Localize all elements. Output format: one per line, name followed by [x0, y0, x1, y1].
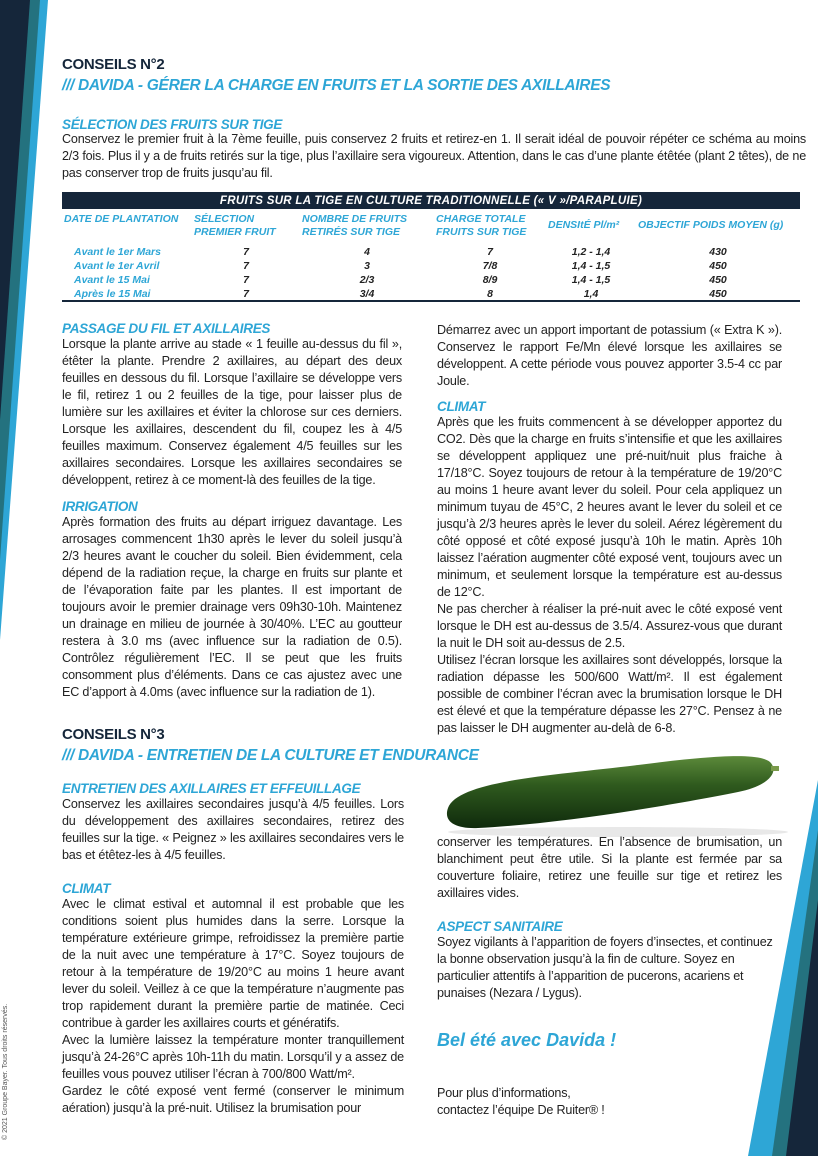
table-row: [62, 273, 800, 287]
climat3-text: Avec la lumière laissez la température monter tranquillement jusqu’à 24-26°C après 10h-11h du matin. Lorsqu’il y a assez de feuilles vous pouvez utiliser l’écran à 700/800 Watt/m².: [62, 1033, 404, 1081]
col-header: DENSItÉ Pl/m²: [548, 219, 620, 231]
cell: 1,4 - 1,5: [571, 260, 611, 272]
climat3-heading: CLIMAT: [62, 881, 111, 896]
section3-title: CONSEILS N°3: [62, 726, 165, 743]
cell: 1,4: [583, 287, 599, 300]
climat3-text: Avec le climat estival et automnal il est probable que les conditions soient plus humides dans la serre. Lorsque la température extérieure grimpe, refroidissez la première partie de la nuit avec une température à 17°C. Soyez toujours de retour à la température de 19/20°C au moins 1 heure avant lever du soleil. Veillez à ce que la température n’augmente pas trop rapidement durant la première partie de matinée. Ceci contribue à garder les axillaires courts et génératifs.: [62, 897, 404, 1030]
fruits-table: [62, 192, 800, 302]
climat3-text: Gardez le côté exposé vent fermé (conserver le minimum aération) jusqu’à la pré-nuit. Utilisez la brumisation pour: [62, 1084, 404, 1115]
cell: 7: [243, 260, 249, 272]
cell: 1,2 - 1,4: [571, 246, 611, 258]
cell: 8/9: [482, 274, 498, 286]
cell: 7/8: [482, 260, 498, 272]
col-header: CHARGE TOTALE FRUITS SUR TIGE: [436, 213, 527, 238]
irrigation-heading: IRRIGATION: [62, 499, 138, 514]
selection-text: Conservez le premier fruit à la 7ème feuille, puis conservez 2 fruits et retirez-en 1. Il serait idéal de pouvoir répéter ce schéma au moins 2/3 fois. Plus il y a de fruits retirés sur la tige, plus l’axillaire sera vigoureux. Attention, dans le cas d’une plante étêtée (plant 2 têtes), de ne pas conserver trop de fruits jusqu’au fil.: [62, 132, 806, 180]
passage-text: Lorsque la plante arrive au stade « 1 feuille au-dessus du fil », étêter la plante. Prendre 2 axillaires, au départ des deux feuilles en dessous du fil. Lorsque l’axillaire se développe vers le fil, retirez 1 ou 2 feuilles de la tige, pour laisser plus de lumière sur les axillaires et éviter la chlorose sur ces derniers. Lorsque les axillaires, descendent du fil, coupez les à 4/5 feuilles maximum. Conservez également 4/5 feuilles sur les axillaires secondaires. Lorsque les axillaires secondaires se développent, retirez à ce moment-là des feuilles de la tige.: [62, 337, 402, 487]
irrigation-text: Après formation des fruits au départ irriguez davantage. Les arrosages commencent 1h30 après le lever du soleil jusqu’à 2/3 heures avant le coucher du soleil. Bien évidemment, cela dépend de la radiation reçue, la charge en fruits sur plante et de l’évaporation faite par les plantes. Il est important de toujours avoir le premier drainage vers 09h30-10h. Maintenez un drainage en milieu de journée à 30/40%. L’EC au goutteur restera à 3.0 ms (avec influence sur la radiation de 0.5). Contrôlez régulièrement l’EC. Il se peut que les fruits consomment plus d’éléments. Dans ce cas ajustez avec une EC d’apport à 4.0ms (avec influence sur la radiation de 1).: [62, 515, 402, 699]
section2-title: CONSEILS N°2: [62, 56, 165, 73]
table-row: [62, 259, 800, 273]
climat-text: Ne pas chercher à réaliser la pré-nuit avec le côté exposé vent lorsque le DH est au-dessus de 3.5/4. Assurez-vous que durant la nuit le DH soit au-dessus de 2.5.: [437, 602, 782, 650]
cell: 430: [709, 246, 727, 258]
cell: 3: [364, 260, 370, 272]
sanitaire-heading: ASPECT SANITAIRE: [437, 919, 563, 934]
entretien-text: Conservez les axillaires secondaires jusqu’à 4/5 feuilles. Lors du développement des axillaires secondaires, retirez des feuilles sur la tige. « Peignez » les axillaires secondaires vers le bas et étêtez-les à 4/5 feuilles.: [62, 797, 404, 862]
table-row: [62, 287, 800, 301]
sanitaire-text: Soyez vigilants à l’apparition de foyers d’insectes, et continuez la bonne observation jusqu’à la fin de culture. Soyez en particulier attentifs à l’apparition de pucerons, acariens et punaises (Nezara / Lygus).: [437, 935, 773, 1000]
cell: 7: [243, 274, 249, 286]
cell: Avant le 1er Mars: [74, 246, 161, 258]
col-header: DATE DE PLANTATION: [64, 213, 179, 225]
cell: 7: [243, 287, 249, 300]
climat3-continued: conserver les températures. En l’absence de brumisation, un blanchiment peut être utile. Si la plante est fermée par sa couverture foliaire, retirez une feuille sur tige et retirez les axillaires vides.: [437, 835, 782, 900]
cucumber-image: [438, 740, 800, 840]
cell: 3/4: [359, 287, 375, 300]
cell: 450: [709, 274, 727, 286]
cell: 450: [709, 260, 727, 272]
cell: 1,4 - 1,5: [571, 274, 611, 286]
cell: 2/3: [359, 274, 375, 286]
cell: 7: [243, 246, 249, 258]
cell: Avant le 15 Mai: [74, 274, 150, 286]
cell: 8: [487, 287, 493, 300]
passage-heading: PASSAGE DU FIL ET AXILLAIRES: [62, 321, 271, 336]
cell: 7: [487, 246, 493, 258]
cell: 450: [709, 287, 727, 300]
col-header: OBJECTIF POIDS MOYEN (g): [638, 219, 784, 231]
contact-line: Pour plus d’informations,: [437, 1086, 571, 1100]
section3-subtitle: /// DAVIDA - ENTRETIEN DE LA CULTURE ET ENDURANCE: [62, 747, 479, 764]
cell: Après le 15 Mai: [74, 287, 151, 300]
entretien-heading: ENTRETIEN DES AXILLAIRES ET EFFEUILLAGE: [62, 781, 361, 796]
potassium-text: Démarrez avec un apport important de potassium (« Extra K »). Conservez le rapport Fe/Mn élevé lorsque les axillaires se développent. A cette période vous pouvez apporter 3.5-4 cc par Joule.: [437, 323, 782, 388]
selection-heading: SÉLECTION DES FRUITS SUR TIGE: [62, 117, 283, 132]
cell: 4: [364, 246, 370, 258]
climat-text: Après que les fruits commencent à se développer apportez du CO2. Dès que la charge en fruits s’intensifie et que les axillaires se développent appliquez une pré-nuit/nuit plus fraiche à 17/18°C. Soyez toujours de retour à la température de 19/20°C au moins 1 heure avant lever du soleil. Pour cela appliquez un minimum tuyau de 45°C, 2 heures avant le lever du soleil et ce jusqu’à 2/3 heures après le lever du soleil. Aérez légèrement du côté opposé et côté exposé jusqu’à 10h le matin. Après 10h laissez l’aération augmenter côté exposé vent, toujours avec un minimum, et seulement lorsque la température est au-dessus de 12°C.: [437, 415, 782, 599]
cell: Avant le 1er Avril: [74, 260, 160, 272]
climat-text: Utilisez l’écran lorsque les axillaires sont développés, lorsque la radiation dépasse les 500/600 Watt/m². Il est également possible de combiner l’écran avec la brumisation lorsque le DH est élevé et que la température dépasse les 27°C. Pensez à ne pas laisser le DH augmenter au-delà de 6-8.: [437, 653, 782, 735]
contact-line: contactez l’équipe De Ruiter® !: [437, 1103, 605, 1117]
col-header: NOMBRE DE FRUITS RETIRÉS SUR TIGE: [302, 213, 407, 238]
table-title: FRUITS SUR LA TIGE EN CULTURE TRADITIONNELLE (« V »/PARAPLUIE): [62, 192, 800, 209]
copyright: © 2021 Groupe Bayer. Tous droits réservés.: [2, 1003, 9, 1140]
table-row: [62, 245, 800, 259]
section2-subtitle: /// DAVIDA - GÉRER LA CHARGE EN FRUITS ET LA SORTIE DES AXILLAIRES: [62, 77, 611, 94]
col-header: SÉLECTION PREMIER FRUIT: [194, 213, 276, 238]
closing-text: Bel été avec Davida !: [437, 1030, 617, 1050]
climat-heading: CLIMAT: [437, 399, 486, 414]
